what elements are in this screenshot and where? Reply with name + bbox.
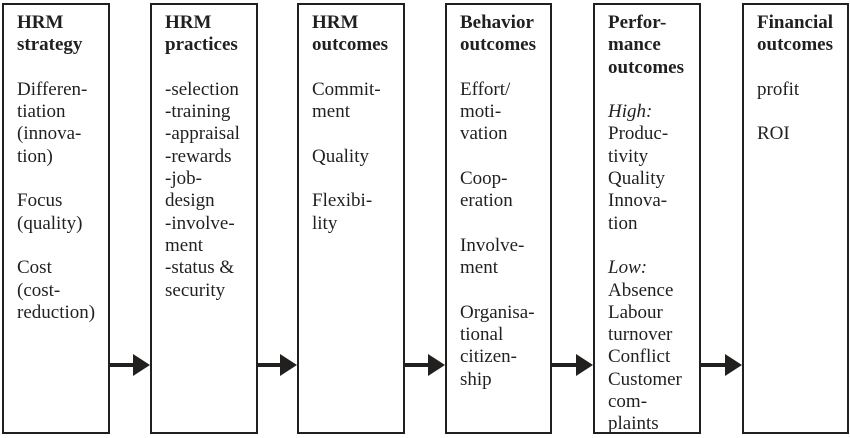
box-text-line: Labour	[608, 301, 663, 323]
box-text-line: Conflict	[608, 346, 671, 368]
box-text-line: Flexibi-	[312, 190, 373, 212]
box-text-line: turnover	[608, 324, 673, 346]
box-hrm-strategy	[2, 3, 110, 434]
box-text-line: plaints	[608, 413, 659, 435]
box-text-line: (cost-	[17, 279, 61, 301]
box-text-line	[312, 168, 399, 190]
box-text-line	[460, 146, 546, 168]
box-text-line: Effort/	[460, 78, 511, 100]
box-text-line	[460, 280, 546, 302]
box-text-line: Organisa-	[460, 301, 535, 323]
box-text-line: tivity	[608, 145, 649, 167]
box-text-line: ROI	[757, 123, 790, 145]
box-text-line: moti-	[460, 101, 502, 123]
box-text-line	[608, 79, 695, 101]
box-text-line: -training	[165, 101, 231, 123]
box-title-line: outcomes	[608, 56, 684, 78]
box-hrm-practices	[150, 3, 258, 434]
box-text-line: (quality)	[17, 212, 83, 234]
box-text-line: Low:	[608, 257, 648, 279]
box-text-line: High:	[608, 101, 653, 123]
box-text-line: -rewards	[165, 145, 232, 167]
box-financial-outcomes	[742, 3, 849, 434]
box-text-line: -involve-	[165, 212, 235, 234]
box-text-line: tional	[460, 324, 504, 346]
flow-arrow-head-icon	[280, 354, 297, 376]
box-text-line: Involve-	[460, 234, 525, 256]
box-title-line: Financial	[757, 12, 834, 33]
box-text-line	[312, 123, 399, 145]
box-text-line: Differen-	[17, 78, 88, 100]
flow-arrow-head-icon	[133, 354, 150, 376]
box-text-line: lity	[312, 212, 338, 234]
box-text-line: -status &	[165, 257, 235, 279]
box-title-line: HRM	[17, 12, 64, 33]
box-title-line: outcomes	[312, 34, 388, 56]
box-text-line: -appraisal	[165, 123, 240, 145]
box-text-line: security	[165, 279, 226, 301]
box-text-line: Customer	[608, 368, 682, 390]
flow-arrow-shaft	[551, 363, 577, 367]
box-text-line: com-	[608, 391, 648, 413]
box-text-line	[17, 168, 104, 190]
box-title-line: Perfor-	[608, 12, 667, 33]
box-text-line: Focus	[17, 190, 63, 212]
box-text-line	[757, 57, 843, 79]
box-title-line: outcomes	[757, 34, 833, 56]
box-text-line: eration	[460, 190, 513, 212]
box-text-line	[460, 57, 546, 79]
box-performance-outcomes	[593, 3, 701, 434]
flow-arrow-shaft	[257, 363, 281, 367]
box-text-line: ment	[312, 101, 350, 123]
box-text-line: tion)	[17, 145, 53, 167]
flow-arrow-head-icon	[428, 354, 445, 376]
flow-arrow-shaft	[700, 363, 726, 367]
flow-arrow-head-icon	[576, 354, 593, 376]
box-text-line	[460, 213, 546, 235]
box-text-line	[608, 235, 695, 257]
box-text-line	[757, 101, 843, 123]
box-text-line: ment	[165, 234, 203, 256]
box-text-line: vation	[460, 123, 508, 145]
box-text-line: Produc-	[608, 123, 669, 145]
box-text-line	[312, 57, 399, 79]
box-text-line: tion	[608, 212, 638, 234]
box-text-line: ment	[460, 257, 498, 279]
box-text-line	[165, 57, 252, 79]
box-text-line: Innova-	[608, 190, 668, 212]
box-text-line: -job-	[165, 168, 202, 190]
box-title-line: practices	[165, 34, 238, 56]
box-text-line: (innova-	[17, 123, 82, 145]
box-title-line: Behavior	[460, 12, 534, 33]
box-text-line: design	[165, 190, 215, 212]
flow-arrow-shaft	[404, 363, 429, 367]
box-text-line: Cost	[17, 257, 52, 279]
flow-arrow-shaft	[109, 363, 134, 367]
box-text-line: Quality	[312, 145, 369, 167]
box-text-line: ship	[460, 368, 492, 390]
box-text-line: reduction)	[17, 301, 96, 323]
box-title-line: outcomes	[460, 34, 536, 56]
box-text-line: Coop-	[460, 168, 508, 190]
box-hrm-outcomes	[297, 3, 405, 434]
box-text-line	[17, 57, 104, 79]
box-title-line: HRM	[312, 12, 359, 33]
box-title-line: HRM	[165, 12, 212, 33]
box-title-line: mance	[608, 34, 661, 56]
flow-arrow-head-icon	[725, 354, 742, 376]
box-text-line: tiation	[17, 101, 66, 123]
box-text-line: Commit-	[312, 78, 381, 100]
box-behavior-outcomes	[445, 3, 552, 434]
box-title-line: strategy	[17, 34, 83, 56]
box-text-line: Absence	[608, 279, 674, 301]
box-text-line	[17, 235, 104, 257]
box-text-line: -selection	[165, 78, 239, 100]
box-text-line: Quality	[608, 168, 665, 190]
box-text-line: profit	[757, 78, 800, 100]
box-text-line: citizen-	[460, 346, 517, 368]
